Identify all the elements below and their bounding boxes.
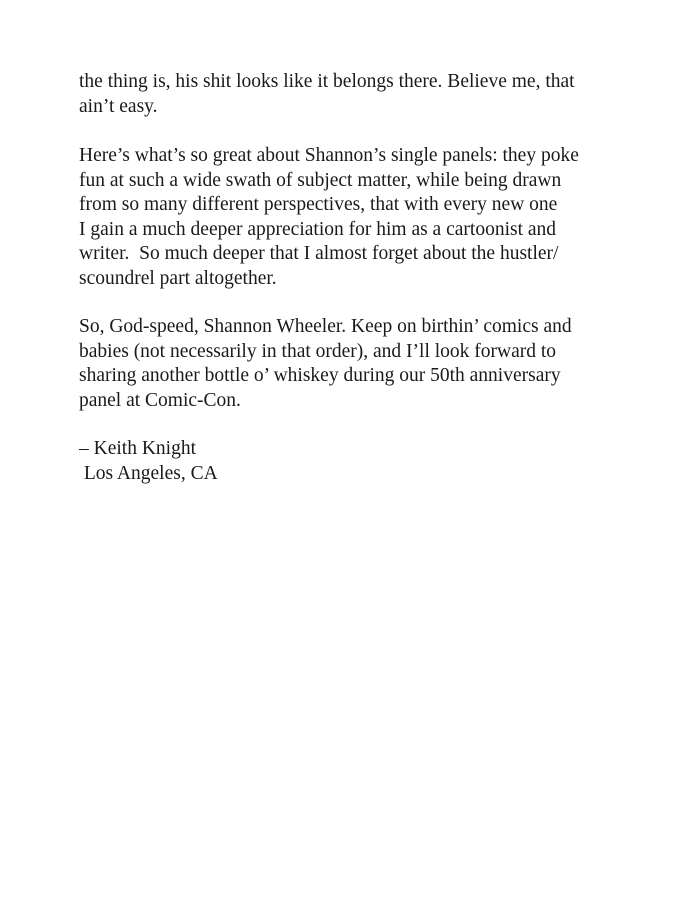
paragraph-1 <box>79 70 679 119</box>
paragraph-line: Here’s what’s so great about Shannon’s single panels: they poke <box>79 145 579 166</box>
signoff-location: Los Angeles, CA <box>79 462 218 484</box>
signoff <box>79 437 679 486</box>
paragraph-line: fun at such a wide swath of subject matter, while being drawn <box>79 169 562 191</box>
paragraph-2 <box>79 144 679 291</box>
signoff-author: – Keith Knight <box>79 438 196 459</box>
paragraph-line: So, God-speed, Shannon Wheeler. Keep on birthin’ comics and <box>79 316 572 337</box>
paragraph-line: panel at Comic-Con. <box>79 389 241 411</box>
paragraph-line: sharing another bottle o’ whiskey during our 50th anniversary <box>79 365 561 386</box>
paragraph-line: I gain a much deeper appreciation for him as a cartoonist and <box>79 218 557 240</box>
paragraph-line: ain’t easy. <box>79 95 158 117</box>
paragraph-line: babies (not necessarily in that order), and I’ll look forward to <box>79 340 557 362</box>
paragraph-3 <box>79 315 679 413</box>
paragraph-line: scoundrel part altogether. <box>79 267 277 289</box>
paragraph-line: from so many different perspectives, that with every new one <box>79 194 558 215</box>
paragraph-line: writer. So much deeper that I almost forget about the hustler/ <box>79 243 559 264</box>
paragraph-line: the thing is, his shit looks like it belongs there. Believe me, that <box>79 71 575 92</box>
